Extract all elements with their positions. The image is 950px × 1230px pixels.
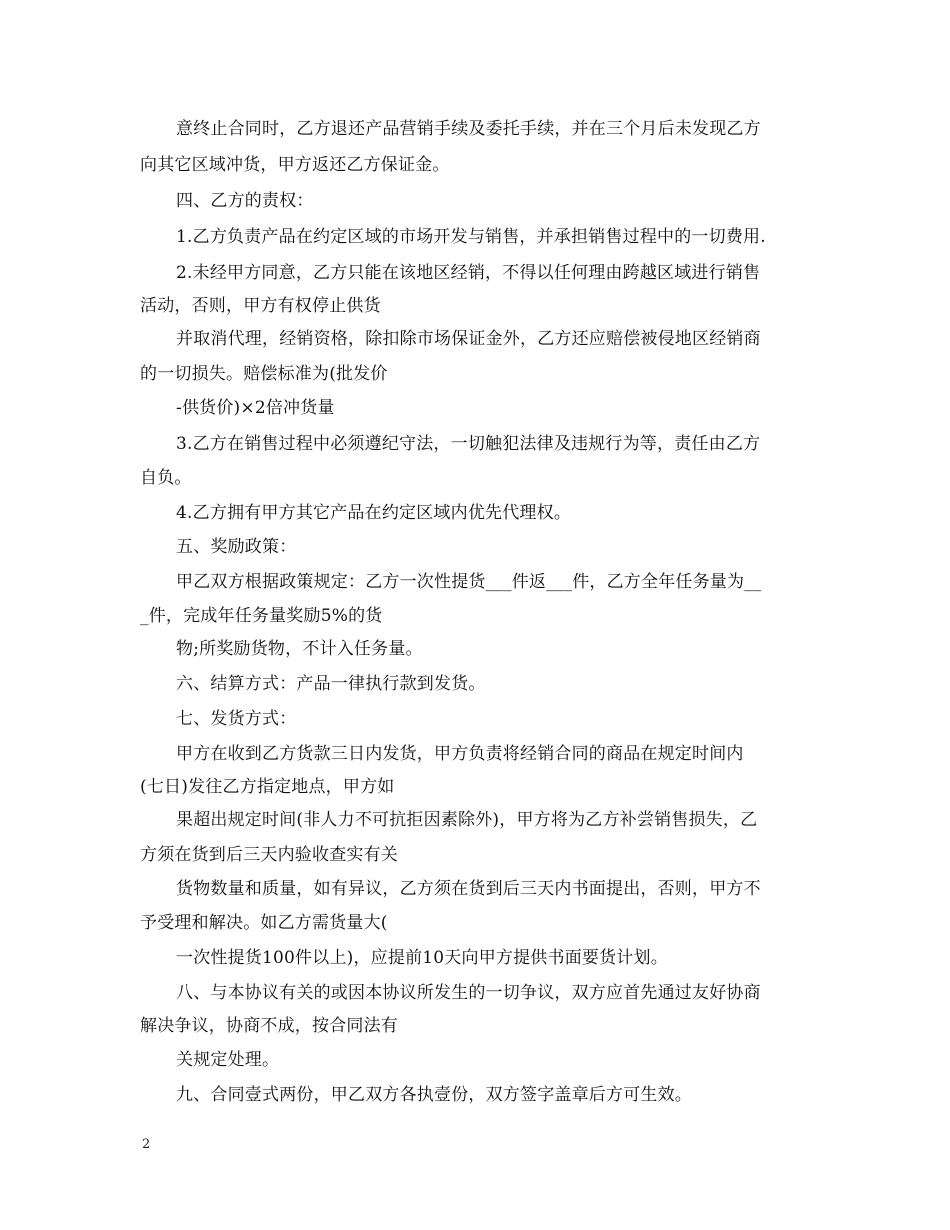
text-line: 4.乙方拥有甲方其它产品在约定区域内优先代理权。	[176, 503, 572, 523]
text-line: 的一切损失。赔偿标准为(批发价	[140, 364, 388, 384]
text-line: 方须在货到后三天内验收查实有关	[140, 845, 398, 865]
text-line: 并取消代理，经销资格，除扣除市场保证金外，乙方还应赔偿被侵地区经销商	[176, 329, 761, 349]
section-heading: 六、结算方式：产品一律执行款到发货。	[176, 674, 486, 694]
text-line: 3.乙方在销售过程中必须遵纪守法，一切触犯法律及违规行为等，责任由乙方	[176, 434, 761, 454]
text-line: 活动，否则，甲方有权停止供货	[140, 296, 381, 316]
text-line: 向其它区域冲货，甲方返还乙方保证金。	[140, 155, 450, 175]
section-heading: 五、奖励政策：	[176, 537, 297, 557]
section-heading: 七、发货方式：	[176, 709, 297, 729]
section-heading: 四、乙方的责权：	[176, 191, 314, 211]
text-line: 甲方在收到乙方货款三日内发货，甲方负责将经销合同的商品在规定时间内	[176, 744, 744, 764]
text-line: 关规定处理。	[176, 1050, 280, 1070]
text-line: 1.乙方负责产品在约定区域的市场开发与销售，并承担销售过程中的一切费用.	[176, 227, 766, 247]
text-line: 甲乙双方根据政策规定：乙方一次性提货___件返___件，乙方全年任务量为__	[176, 572, 762, 592]
text-line: (七日)发往乙方指定地点，甲方如	[140, 777, 395, 797]
text-line: 一次性提货100件以上)，应提前10天向甲方提供书面要货计划。	[176, 948, 668, 968]
text-line: 予受理和解决。如乙方需货量大(	[140, 913, 388, 933]
text-line: 物;所奖励货物，不计入任务量。	[176, 639, 423, 659]
text-line: 意终止合同时，乙方退还产品营销手续及委托手续，并在三个月后未发现乙方	[176, 119, 761, 139]
section-heading: 九、合同壹式两份，甲乙双方各执壹份，双方签字盖章后方可生效。	[176, 1085, 692, 1105]
text-line: 自负。	[140, 468, 192, 488]
text-line: 2.未经甲方同意，乙方只能在该地区经销，不得以任何理由跨越区域进行销售	[176, 263, 761, 283]
section-heading: 八、与本协议有关的或因本协议所发生的一切争议，双方应首先通过友好协商	[176, 983, 761, 1003]
text-line: 解决争议，协商不成，按合同法有	[140, 1016, 398, 1036]
text-line: _件，完成年任务量奖励5%的货	[140, 606, 383, 626]
text-line: 果超出规定时间(非人力不可抗拒因素除外)，甲方将为乙方补尝销售损失，乙	[176, 810, 758, 830]
text-line: 货物数量和质量，如有异议，乙方须在货到后三天内书面提出，否则，甲方不	[176, 879, 761, 899]
page-number: 2	[142, 1137, 151, 1152]
text-line: -供货价)×2倍冲货量	[176, 398, 335, 418]
